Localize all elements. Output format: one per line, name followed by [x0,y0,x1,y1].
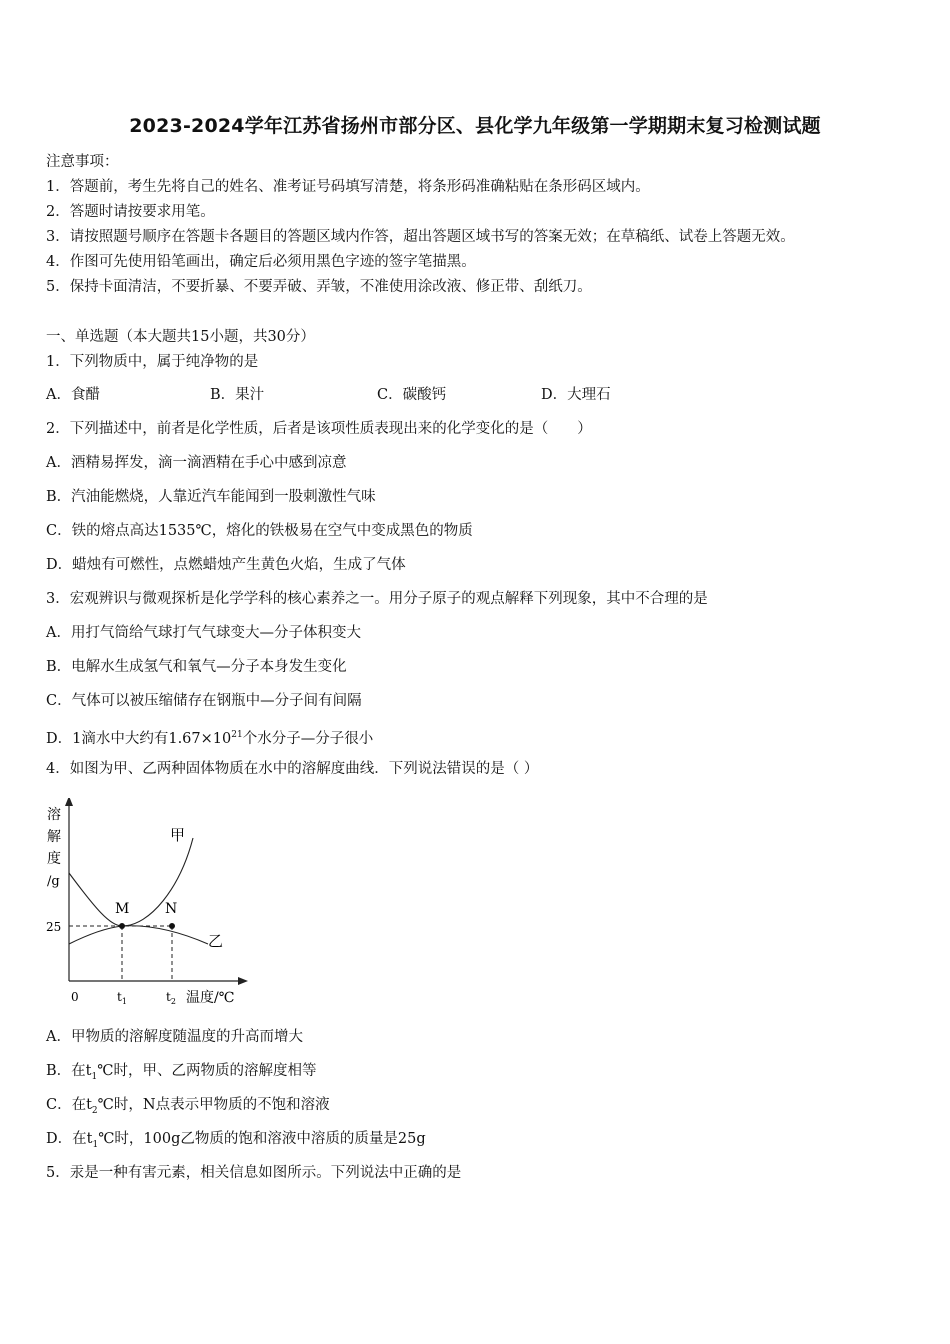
question-3-stem: 3．宏观辨识与微观探析是化学学科的核心素养之一。用分子原子的观点解释下列现象，其中不合理的是 [46,591,708,607]
x-axis-arrow [238,977,248,985]
y-axis-arrow [65,798,73,806]
q4-option-a: A．甲物质的溶解度随温度的升高而增大 [46,1029,303,1045]
y-unit: /g [47,874,60,889]
q2-option-c: C．铁的熔点高达1535℃，熔化的铁极易在空气中变成黑色的物质 [46,523,473,539]
q1-option-b: B．果汁 [210,387,265,403]
q3-option-a: A．用打气筒给气球打气气球变大—分子体积变大 [46,625,361,641]
q4-option-c: C．在$t_2℃$时，N点表示甲物质的不饱和溶液 [46,1097,330,1116]
point-n [169,923,175,929]
q3-option-c: C．气体可以被压缩储存在钢瓶中—分子间有间隔 [46,693,362,709]
notes-heading: 注意事项： [46,154,119,170]
question-1-stem: 1．下列物质中，属于纯净物的是 [46,354,259,370]
point-m-label: M [115,901,130,917]
question-5-stem: 5．汞是一种有害元素，相关信息如图所示。下列说法中正确的是 [46,1165,462,1181]
curve-yi-label: 乙 [208,932,224,950]
y-tick-25: 25 [46,920,62,934]
note-item: 3．请按照题号顺序在答题卡各题目的答题区域内作答，超出答题区域书写的答案无效；在草稿纸、试卷上答题无效。 [46,229,795,245]
note-item: 4．作图可先使用铅笔画出，确定后必须用黑色字迹的签字笔描黑。 [46,254,476,270]
solubility-curve-figure [40,798,255,1013]
y-label-char: 溶 [47,807,61,823]
note-item: 5．保持卡面清洁，不要折暴、不要弄破、弄皱，不准使用涂改液、修正带、刮纸刀。 [46,279,592,295]
q2-option-b: B．汽油能燃烧，人靠近汽车能闻到一股刺激性气味 [46,489,376,505]
note-item: 2．答题时请按要求用笔。 [46,204,215,220]
q3-option-b: B．电解水生成氢气和氧气—分子本身发生变化 [46,659,347,675]
question-4-stem: 4．如图为甲、乙两种固体物质在水中的溶解度曲线．下列说法错误的是（ ） [46,761,539,777]
y-label-char: 度 [47,851,61,867]
section-heading: 一、单选题（本大题共15小题，共30分） [46,329,315,345]
q1-option-c: C．碳酸钙 [377,387,447,403]
q4-option-d: D．在$t_1℃$时，100g乙物质的饱和溶液中溶质的质量是25g [46,1131,426,1150]
t2-label: $t_2$ [166,990,176,1006]
curve-yi [69,926,208,944]
t1-label: $t_1$ [117,990,127,1006]
origin-label: 0 [71,990,79,1004]
q4-option-b: B．在$t_1℃$时，甲、乙两物质的溶解度相等 [46,1063,317,1082]
question-2-stem: 2．下列描述中，前者是化学性质，后者是该项性质表现出来的化学变化的是（ ） [46,421,592,437]
q1-option-d: D．大理石 [541,387,611,403]
page-title: 2023-2024学年江苏省扬州市部分区、县化学九年级第一学期期末复习检测试题 [129,115,821,137]
point-n-label: N [165,901,178,917]
curve-jia-label: 甲 [170,826,186,844]
point-m [119,923,125,929]
q2-option-d: D．蜡烛有可燃性，点燃蜡烛产生黄色火焰，生成了气体 [46,557,406,573]
note-item: 1．答题前，考生先将自己的姓名、准考证号码填写清楚，将条形码准确粘贴在条形码区域内。 [46,179,650,195]
q2-option-a: A．酒精易挥发，滴一滴酒精在手心中感到凉意 [46,455,347,471]
y-label-char: 解 [47,829,61,845]
q3-option-d: D．1滴水中大约有$1.67\times 10^{21}$个水分子—分子很小 [46,730,374,747]
x-axis-label: 温度/℃ [186,990,235,1006]
q1-option-a: A．食醋 [46,387,100,403]
